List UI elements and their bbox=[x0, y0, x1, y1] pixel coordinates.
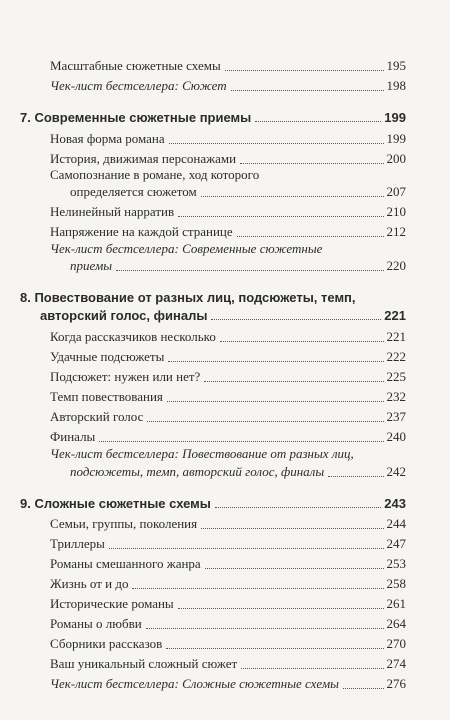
leader-dots bbox=[204, 381, 383, 382]
toc-entry-page: 240 bbox=[386, 429, 406, 444]
leader-dots bbox=[166, 648, 383, 649]
toc-entry-page: 220 bbox=[386, 258, 406, 273]
leader-dots bbox=[220, 341, 384, 342]
toc-entry-title: Жизнь от и до bbox=[50, 576, 129, 591]
leader-dots bbox=[116, 270, 383, 271]
toc-entry-title-line: Самопознание в романе, ход которого bbox=[50, 167, 260, 182]
toc-entry-title: Темп повествования bbox=[50, 389, 163, 404]
toc-entry-title: Нелинейный нарратив bbox=[50, 204, 175, 219]
leader-dots bbox=[211, 319, 381, 320]
toc-entry-title: приемы bbox=[70, 258, 113, 273]
toc-entry-title: Напряжение на каждой странице bbox=[50, 224, 233, 239]
toc-entry-page: 199 bbox=[386, 131, 406, 146]
toc-entry-title: Триллеры bbox=[50, 536, 105, 551]
leader-dots bbox=[328, 476, 383, 477]
leader-dots bbox=[225, 70, 384, 71]
toc-entry-title: Авторский голос bbox=[50, 409, 144, 424]
leader-dots bbox=[168, 361, 383, 362]
toc-entry-page: 274 bbox=[386, 656, 406, 671]
leader-dots bbox=[201, 196, 384, 197]
toc-chapter-title: 7. Современные сюжетные приемы bbox=[20, 110, 252, 125]
toc-entry-title-line: Чек-лист бестселлера: Современные сюжетные bbox=[50, 241, 323, 256]
leader-dots bbox=[178, 608, 384, 609]
toc-entry-page: 237 bbox=[386, 409, 406, 424]
leader-dots bbox=[132, 588, 383, 589]
toc-entry-title: Исторические романы bbox=[50, 596, 174, 611]
leader-dots bbox=[215, 507, 381, 508]
toc-entry-page: 261 bbox=[386, 596, 406, 611]
toc-entry-page: 243 bbox=[384, 496, 406, 511]
toc-entry-title: Романы смешанного жанра bbox=[50, 556, 201, 571]
toc-entry-title: Семьи, группы, поколения bbox=[50, 516, 198, 531]
toc-entry-title: Финалы bbox=[50, 429, 96, 444]
toc-chapter-title-line: 8. Повествование от разных лиц, подсюжеты, темп, bbox=[20, 290, 356, 305]
toc-entry-page: 212 bbox=[386, 224, 406, 239]
toc-entry-page: 199 bbox=[384, 110, 406, 125]
leader-dots bbox=[240, 163, 383, 164]
leader-dots bbox=[205, 568, 384, 569]
toc-entry-page: 200 bbox=[386, 151, 406, 166]
toc-chapter-title: 9. Сложные сюжетные схемы bbox=[20, 496, 211, 511]
toc-entry-title: Романы о любви bbox=[50, 616, 142, 631]
toc-entry-page: 258 bbox=[386, 576, 406, 591]
toc-entry-title: определяется сюжетом bbox=[70, 184, 197, 199]
toc-entry-title: Когда рассказчиков несколько bbox=[50, 329, 216, 344]
toc-entry-page: 198 bbox=[386, 78, 406, 93]
toc-entry-page: 195 bbox=[386, 58, 406, 73]
toc-entry-title: Сборники рассказов bbox=[50, 636, 163, 651]
toc-entry-page: 210 bbox=[386, 204, 406, 219]
toc-entry-page: 222 bbox=[386, 349, 406, 364]
leader-dots bbox=[231, 90, 384, 91]
leader-dots bbox=[169, 143, 384, 144]
leader-dots bbox=[343, 688, 384, 689]
toc-entry-title: Ваш уникальный сложный сюжет bbox=[50, 656, 238, 671]
toc-chapter-title: авторский голос, финалы bbox=[40, 308, 208, 323]
leader-dots bbox=[178, 216, 383, 217]
toc-entry-page: 247 bbox=[386, 536, 406, 551]
toc-entry-page: 242 bbox=[386, 464, 406, 479]
leader-dots bbox=[147, 421, 383, 422]
toc-entry-page: 221 bbox=[386, 329, 406, 344]
toc-entry-page: 270 bbox=[386, 636, 406, 651]
toc-entry-page: 225 bbox=[386, 369, 406, 384]
toc-entry-title: Удачные подсюжеты bbox=[50, 349, 165, 364]
toc-entry-title: подсюжеты, темп, авторский голос, финалы bbox=[70, 464, 325, 479]
leader-dots bbox=[201, 528, 383, 529]
toc-entry-title: История, движимая персонажами bbox=[50, 151, 237, 166]
toc-entry-page: 253 bbox=[386, 556, 406, 571]
toc-entry-page: 207 bbox=[386, 184, 406, 199]
toc-entry-title: Подсюжет: нужен или нет? bbox=[50, 369, 201, 384]
leader-dots bbox=[99, 441, 383, 442]
leader-dots bbox=[109, 548, 384, 549]
toc-entry-title-line: Чек-лист бестселлера: Повествование от разных лиц, bbox=[50, 446, 354, 461]
toc-entry-page: 276 bbox=[386, 676, 406, 691]
leader-dots bbox=[237, 236, 384, 237]
toc-entry-page: 244 bbox=[386, 516, 406, 531]
leader-dots bbox=[255, 121, 381, 122]
toc-entry-title: Масштабные сюжетные схемы bbox=[50, 58, 221, 73]
toc-entry-title: Чек-лист бестселлера: Сюжет bbox=[50, 78, 227, 93]
leader-dots bbox=[167, 401, 384, 402]
toc-entry-page: 221 bbox=[384, 308, 406, 323]
toc-entry-title: Чек-лист бестселлера: Сложные сюжетные схемы bbox=[50, 676, 339, 691]
toc-entry-page: 232 bbox=[386, 389, 406, 404]
toc-entry-page: 264 bbox=[386, 616, 406, 631]
leader-dots bbox=[241, 668, 383, 669]
toc-entry-title: Новая форма романа bbox=[50, 131, 165, 146]
leader-dots bbox=[146, 628, 384, 629]
